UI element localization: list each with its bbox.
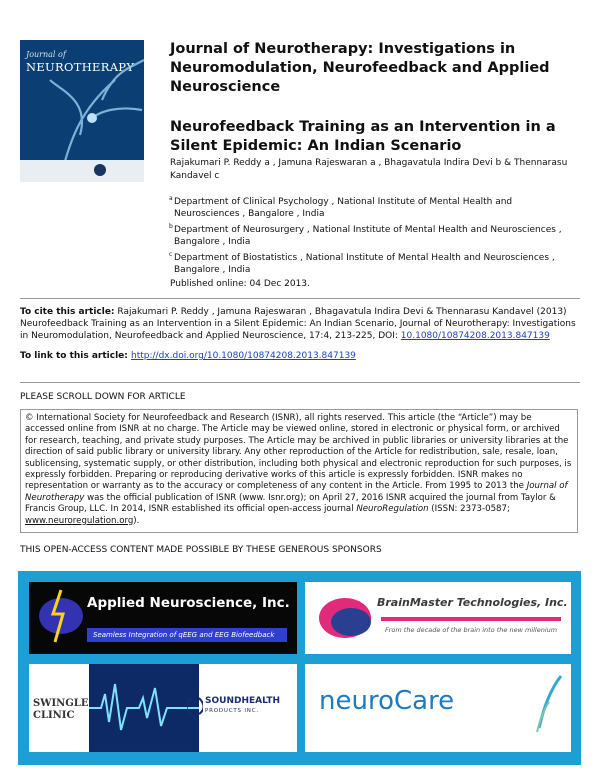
- neurocare-swoosh-icon: [535, 672, 565, 732]
- copyright-part-1: © International Society for Neurofeedback and Research (ISNR), all rights reserved. This article (the “Article”) may be accessed online from ISNR at no charge. The Article may be viewed online, stored in electronic or physical form, or archived for research, teaching, and private study purposes. The Article may be archived in public libraries or university libraries at the direction of said public library or university library. Any other reproduction of the Article for redistribution, sale, resale, loan, sublicensing, systematic supply, or other distribution, including both physical and electronic reproduction for such purposes, is expressly forbidden. Preparing or reproducing derivative works of this article is expressly forbidden. ISNR makes no representation or warranty as to the accuracy or completeness of any content in the Article. From 1995 to 2013 the: [25, 413, 572, 492]
- brain-lightning-icon: [31, 582, 87, 654]
- sponsor-brainmaster[interactable]: [305, 582, 571, 654]
- sponsor-neurocare[interactable]: [305, 664, 571, 752]
- copyright-part-2: was the official publication of ISNR (www. Isnr.org); on April 27, 2016 ISNR acquired the journal from Taylor & Francis Group, LLC. In 2014, ISNR established its official open-access journal: [25, 492, 556, 515]
- affiliation-text: Department of Neurosurgery , National Institute of Mental Health and Neurosciences , Bangalore , India: [174, 225, 562, 247]
- cite-label: To cite this article:: [20, 307, 115, 317]
- sponsors-label: THIS OPEN-ACCESS CONTENT MADE POSSIBLE BY THESE GENEROUS SPONSORS: [20, 545, 382, 555]
- swingle-clinic-logo: [33, 698, 88, 722]
- copyright-part-4: ).: [133, 515, 140, 526]
- affiliation-c: [170, 252, 580, 276]
- affiliation-marker: b: [169, 223, 173, 230]
- divider: [20, 298, 580, 299]
- neuron-illustration: [20, 40, 144, 182]
- authors: [170, 157, 580, 183]
- neurocare-logo-text: neuroCare: [319, 686, 455, 716]
- cover-small-title: Journal of: [26, 50, 66, 59]
- soundhealth-icon: [187, 696, 203, 716]
- published-date: Published online: 04 Dec 2013.: [170, 279, 310, 289]
- affiliation-text: Department of Clinical Psychology , National Institute of Mental Health and Neurosciences , Bangalore , India: [174, 197, 513, 219]
- authors-line-2: Kandavel c: [170, 171, 220, 181]
- affiliation-a: [170, 196, 580, 220]
- affiliation-marker: a: [169, 195, 173, 202]
- soundhealth-name: SOUNDHEALTH: [205, 696, 281, 706]
- copyright-notice: [20, 409, 578, 533]
- affiliation-b: [170, 224, 580, 248]
- neuroregulation-italic: NeuroRegulation: [356, 504, 429, 515]
- applied-neuroscience-name: Applied Neuroscience, Inc.: [87, 595, 290, 611]
- divider: [20, 382, 580, 383]
- cite-body: Rajakumari P. Reddy , Jamuna Rajeswaran , Bhagavatula Indira Devi & Thennarasu Kandavel (2013) Neurofeedback Training as an Intervention in a Silent Epidemic: An Indian Scenario, Journal of Neurotherapy: Investigations in Neuromodulation, Neurofeedback and Applied Neuroscience, 17:4, 213-225, DOI:: [20, 307, 576, 341]
- affiliation-marker: c: [169, 251, 173, 258]
- sponsor-swingle-soundhealth[interactable]: [29, 664, 297, 752]
- applied-neuroscience-tagline: Seamless Integration of qEEG and EEG Biofeedback: [87, 628, 287, 642]
- eeg-waveform-icon: [89, 664, 199, 752]
- cover-big-title: NEUROTHERAPY: [26, 60, 135, 74]
- journal-italic: Journal of Neurotherapy: [25, 481, 568, 503]
- citation-block: [20, 306, 580, 362]
- brainmaster-bar: [381, 617, 561, 621]
- article-title: Neurofeedback Training as an Intervention in a Silent Epidemic: An Indian Scenario: [170, 119, 556, 154]
- article-url-link[interactable]: http://dx.doi.org/10.1080/10874208.2013.847139: [131, 351, 356, 361]
- authors-line-1: Rajakumari P. Reddy a , Jamuna Rajeswaran a , Bhagavatula Indira Devi b & Thennarasu: [170, 158, 568, 168]
- link-label: To link to this article:: [20, 351, 132, 361]
- link-line: [20, 350, 580, 362]
- swingle-line-1: SWINGLE: [33, 698, 89, 709]
- soundhealth-sub: PRODUCTS INC.: [205, 708, 259, 714]
- journal-title: Journal of Neurotherapy: Investigations in Neuromodulation, Neurofeedback and Applied Neuroscience: [170, 41, 550, 95]
- doi-link[interactable]: 10.1080/10874208.2013.847139: [400, 331, 550, 341]
- journal-cover-image: [20, 40, 144, 182]
- affiliation-text: Department of Biostatistics , National Institute of Mental Health and Neurosciences , Bangalore , India: [174, 253, 555, 275]
- brainmaster-name: BrainMaster Technologies, Inc.: [377, 596, 568, 609]
- scroll-notice: PLEASE SCROLL DOWN FOR ARTICLE: [20, 392, 186, 402]
- neuroregulation-link[interactable]: www.neuroregulation.org: [25, 515, 134, 526]
- citation-text: [20, 306, 580, 342]
- copyright-part-3: (ISSN: 2373-0587;: [428, 504, 510, 515]
- affiliations: [170, 196, 580, 290]
- brain-icon: [309, 582, 379, 654]
- brainmaster-tagline: From the decade of the brain into the new millenium: [385, 626, 558, 634]
- sponsor-applied-neuroscience[interactable]: [29, 582, 297, 654]
- swingle-line-2: CLINIC: [33, 710, 75, 721]
- sponsors-panel: [18, 571, 581, 765]
